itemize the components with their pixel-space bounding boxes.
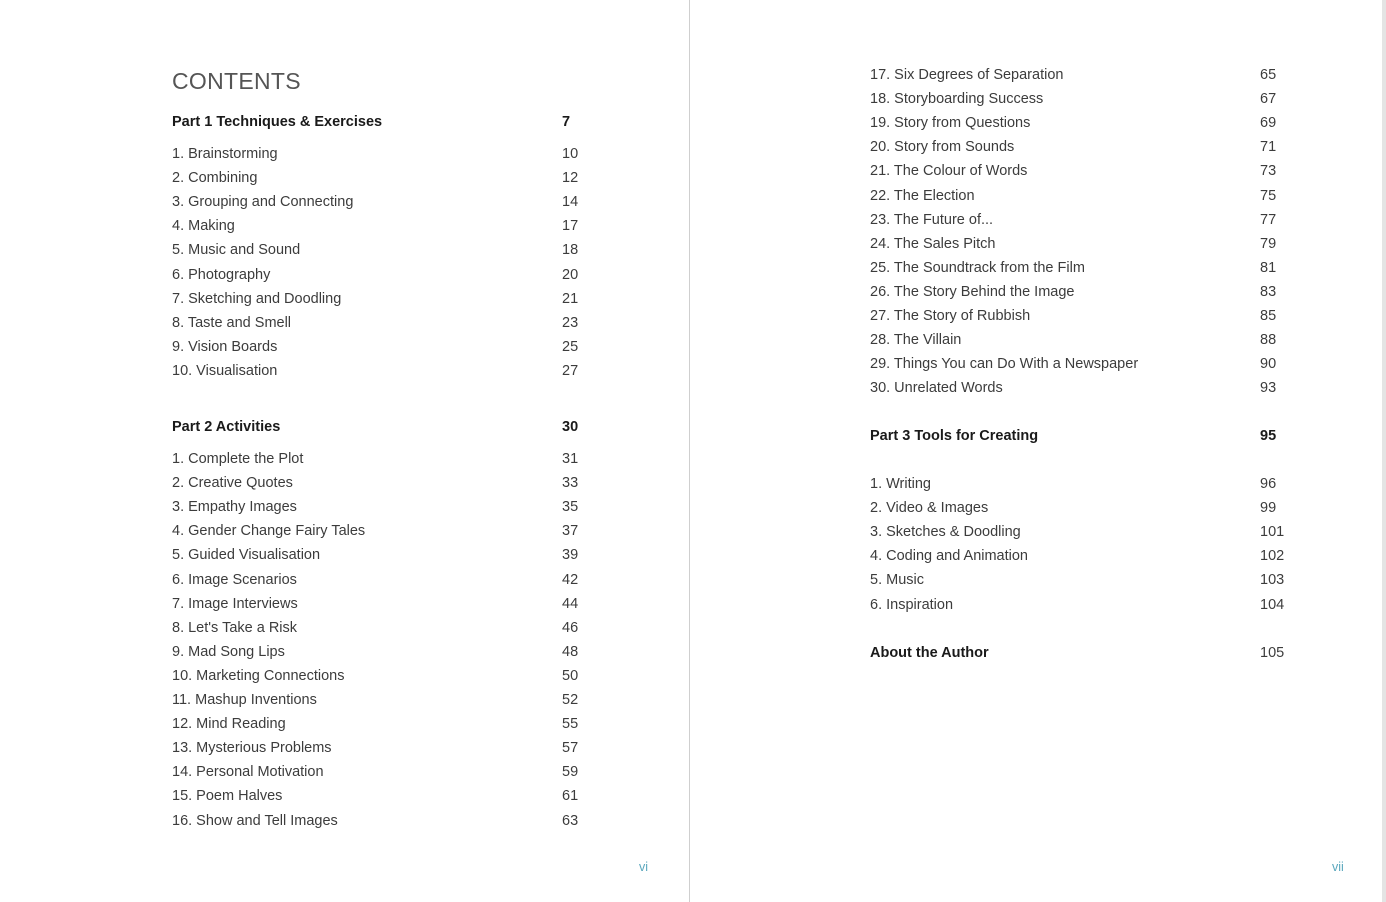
toc-entry [172,644,592,662]
toc-entry-page-number: 42 [562,571,579,588]
toc-entry-title: 20. Story from Sounds [870,139,1015,156]
part2-page-number: 30 [562,419,579,435]
toc-entry-title: 28. The Villain [870,332,962,349]
toc-entry [172,363,592,381]
toc-entry-page-number: 57 [562,740,579,757]
page-edge [1382,0,1386,902]
toc-entry-title: 6. Photography [172,266,271,283]
toc-entry [870,500,1290,518]
toc-entry-page-number: 44 [562,595,579,612]
toc-entry [172,572,592,590]
toc-entry-title: 5. Guided Visualisation [172,547,321,564]
toc-entry-page-number: 77 [1260,211,1277,228]
toc-entry-page-number: 71 [1260,139,1277,156]
toc-entry-title: 8. Taste and Smell [172,314,292,331]
toc-entry-page-number: 17 [562,218,579,235]
toc-entry-page-number: 99 [1260,500,1277,517]
toc-entry-title: 2. Combining [172,170,258,187]
toc-entry-title: 19. Story from Questions [870,115,1031,132]
toc-entry-title: 1. Complete the Plot [172,451,304,467]
toc-entry-title: 6. Image Scenarios [172,571,297,588]
toc-entry-title: 7. Image Interviews [172,595,298,612]
toc-entry-title: 4. Gender Change Fairy Tales [172,523,366,540]
toc-entry [172,499,592,517]
toc-entry [870,188,1290,206]
toc-entry [870,380,1290,398]
page-folio-right: vii [1332,860,1344,874]
part3-page-number: 95 [1260,428,1277,444]
toc-entry-title: 17. Six Degrees of Separation [870,67,1064,83]
toc-entry-page-number: 61 [562,788,579,805]
toc-entry-page-number: 88 [1260,332,1277,349]
toc-entry [172,475,592,493]
toc-entry [870,91,1290,109]
toc-entry-page-number: 65 [1260,67,1277,83]
toc-entry-title: 4. Making [172,218,235,235]
toc-entry-page-number: 90 [1260,356,1277,373]
toc-entry [870,332,1290,350]
toc-entry-title: 15. Poem Halves [172,788,283,805]
toc-entry-title: 16. Show and Tell Images [172,812,338,829]
toc-entry-title: 30. Unrelated Words [870,380,1003,397]
part1-heading [172,114,592,132]
toc-entry [172,146,592,164]
toc-entry-title: 3. Sketches & Doodling [870,524,1021,541]
toc-entry-page-number: 81 [1260,259,1277,276]
toc-entry-page-number: 79 [1260,235,1277,252]
toc-entry [870,524,1290,542]
toc-entry-page-number: 104 [1260,596,1285,613]
toc-entry-title: 27. The Story of Rubbish [870,308,1031,324]
left-page [0,0,690,902]
part1-title: Part 1 Techniques & Exercises [172,114,383,130]
toc-entry [172,291,592,309]
toc-entry-title: 10. Visualisation [172,362,278,379]
toc-entry [172,315,592,333]
toc-entry-title: 2. Creative Quotes [172,475,293,492]
toc-entry-title: 6. Inspiration [870,596,954,613]
toc-entry [172,194,592,212]
toc-entry [172,451,592,469]
toc-entry-page-number: 18 [562,242,579,259]
toc-entry [172,339,592,357]
toc-entry-title: 11. Mashup Inventions [172,692,317,708]
toc-entry-page-number: 46 [562,619,579,636]
toc-entry-page-number: 25 [562,338,579,355]
about-author-heading [870,645,1290,663]
toc-entry-title: 1. Writing [870,476,931,492]
toc-entry-title: 29. Things You can Do With a Newspaper [870,356,1139,373]
toc-entry-page-number: 101 [1260,524,1285,541]
toc-entry [870,597,1290,615]
toc-entry-page-number: 20 [562,266,579,283]
toc-entry [172,716,592,734]
toc-entry-page-number: 103 [1260,572,1285,589]
page-folio-left: vi [639,860,649,874]
toc-entry-title: 8. Let's Take a Risk [172,619,298,636]
toc-entry-title: 5. Music and Sound [172,242,301,259]
toc-entry [870,67,1290,85]
toc-entry [172,596,592,614]
toc-entry-title: 24. The Sales Pitch [870,235,996,252]
toc-entry-title: 1. Brainstorming [172,146,278,162]
part2-title: Part 2 Activities [172,419,281,435]
toc-entry [172,547,592,565]
toc-entry [870,356,1290,374]
toc-entry-page-number: 12 [562,170,579,187]
toc-entry-page-number: 27 [562,362,579,379]
about-author-title: About the Author [870,645,989,661]
toc-entry-title: 3. Empathy Images [172,499,297,516]
toc-entry-page-number: 37 [562,523,579,540]
toc-entry [870,548,1290,566]
toc-entry-title: 2. Video & Images [870,500,989,517]
toc-entry-page-number: 67 [1260,91,1277,108]
toc-entry-page-number: 35 [562,499,579,516]
toc-entry-title: 3. Grouping and Connecting [172,194,354,211]
toc-entry-page-number: 85 [1260,308,1277,324]
toc-entry-title: 22. The Election [870,187,975,204]
toc-entry-page-number: 14 [562,194,579,211]
toc-entry [172,620,592,638]
toc-entry [172,218,592,236]
toc-entry [870,476,1290,494]
toc-entry [870,284,1290,302]
toc-entry-page-number: 102 [1260,548,1285,565]
toc-entry [172,813,592,831]
toc-entry-title: 12. Mind Reading [172,716,286,733]
toc-entry-title: 25. The Soundtrack from the Film [870,259,1085,276]
part2-heading [172,419,592,437]
toc-entry-page-number: 23 [562,314,579,331]
toc-entry [870,308,1290,326]
toc-entry-page-number: 21 [562,290,579,307]
toc-entry-page-number: 83 [1260,283,1277,300]
toc-entry-title: 14. Personal Motivation [172,764,324,781]
toc-entry-page-number: 10 [562,146,579,162]
toc-entry [870,163,1290,181]
part1-page-number: 7 [562,114,571,130]
toc-entry-page-number: 48 [562,643,579,660]
toc-entry-page-number: 50 [562,667,579,684]
toc-entry-title: 9. Vision Boards [172,338,278,355]
toc-entry [870,139,1290,157]
part3-title: Part 3 Tools for Creating [870,428,1039,444]
toc-entry [870,572,1290,590]
toc-entry-title: 23. The Future of... [870,211,994,228]
toc-entry-title: 7. Sketching and Doodling [172,290,342,307]
toc-entry-title: 13. Mysterious Problems [172,740,332,757]
toc-entry [172,740,592,758]
toc-entry-title: 18. Storyboarding Success [870,91,1044,108]
toc-entry [172,523,592,541]
contents-heading: CONTENTS [172,68,301,94]
toc-entry-page-number: 63 [562,812,579,829]
toc-entry-title: 5. Music [870,572,924,589]
toc-entry [870,212,1290,230]
toc-entry-page-number: 93 [1260,380,1277,397]
toc-entry-title: 9. Mad Song Lips [172,643,285,660]
toc-entry-page-number: 96 [1260,476,1277,492]
toc-entry [172,267,592,285]
toc-entry-page-number: 52 [562,692,579,708]
toc-entry-title: 10. Marketing Connections [172,667,345,684]
toc-entry [172,170,592,188]
toc-entry-page-number: 39 [562,547,579,564]
toc-entry [870,260,1290,278]
toc-entry-title: 21. The Colour of Words [870,163,1028,180]
toc-entry [172,242,592,260]
toc-entry-page-number: 33 [562,475,579,492]
toc-entry-page-number: 75 [1260,187,1277,204]
toc-entry-page-number: 55 [562,716,579,733]
toc-entry-title: 26. The Story Behind the Image [870,283,1075,300]
toc-entry [172,668,592,686]
toc-entry [870,115,1290,133]
toc-entry [172,764,592,782]
toc-entry-title: 4. Coding and Animation [870,548,1028,565]
toc-entry-page-number: 59 [562,764,579,781]
part3-heading [870,428,1290,446]
toc-entry-page-number: 73 [1260,163,1277,180]
toc-entry [870,236,1290,254]
toc-entry [172,692,592,710]
toc-entry [172,788,592,806]
about-author-page-number: 105 [1260,645,1285,661]
toc-entry-page-number: 31 [562,451,579,467]
right-page [690,0,1382,902]
toc-entry-page-number: 69 [1260,115,1277,132]
